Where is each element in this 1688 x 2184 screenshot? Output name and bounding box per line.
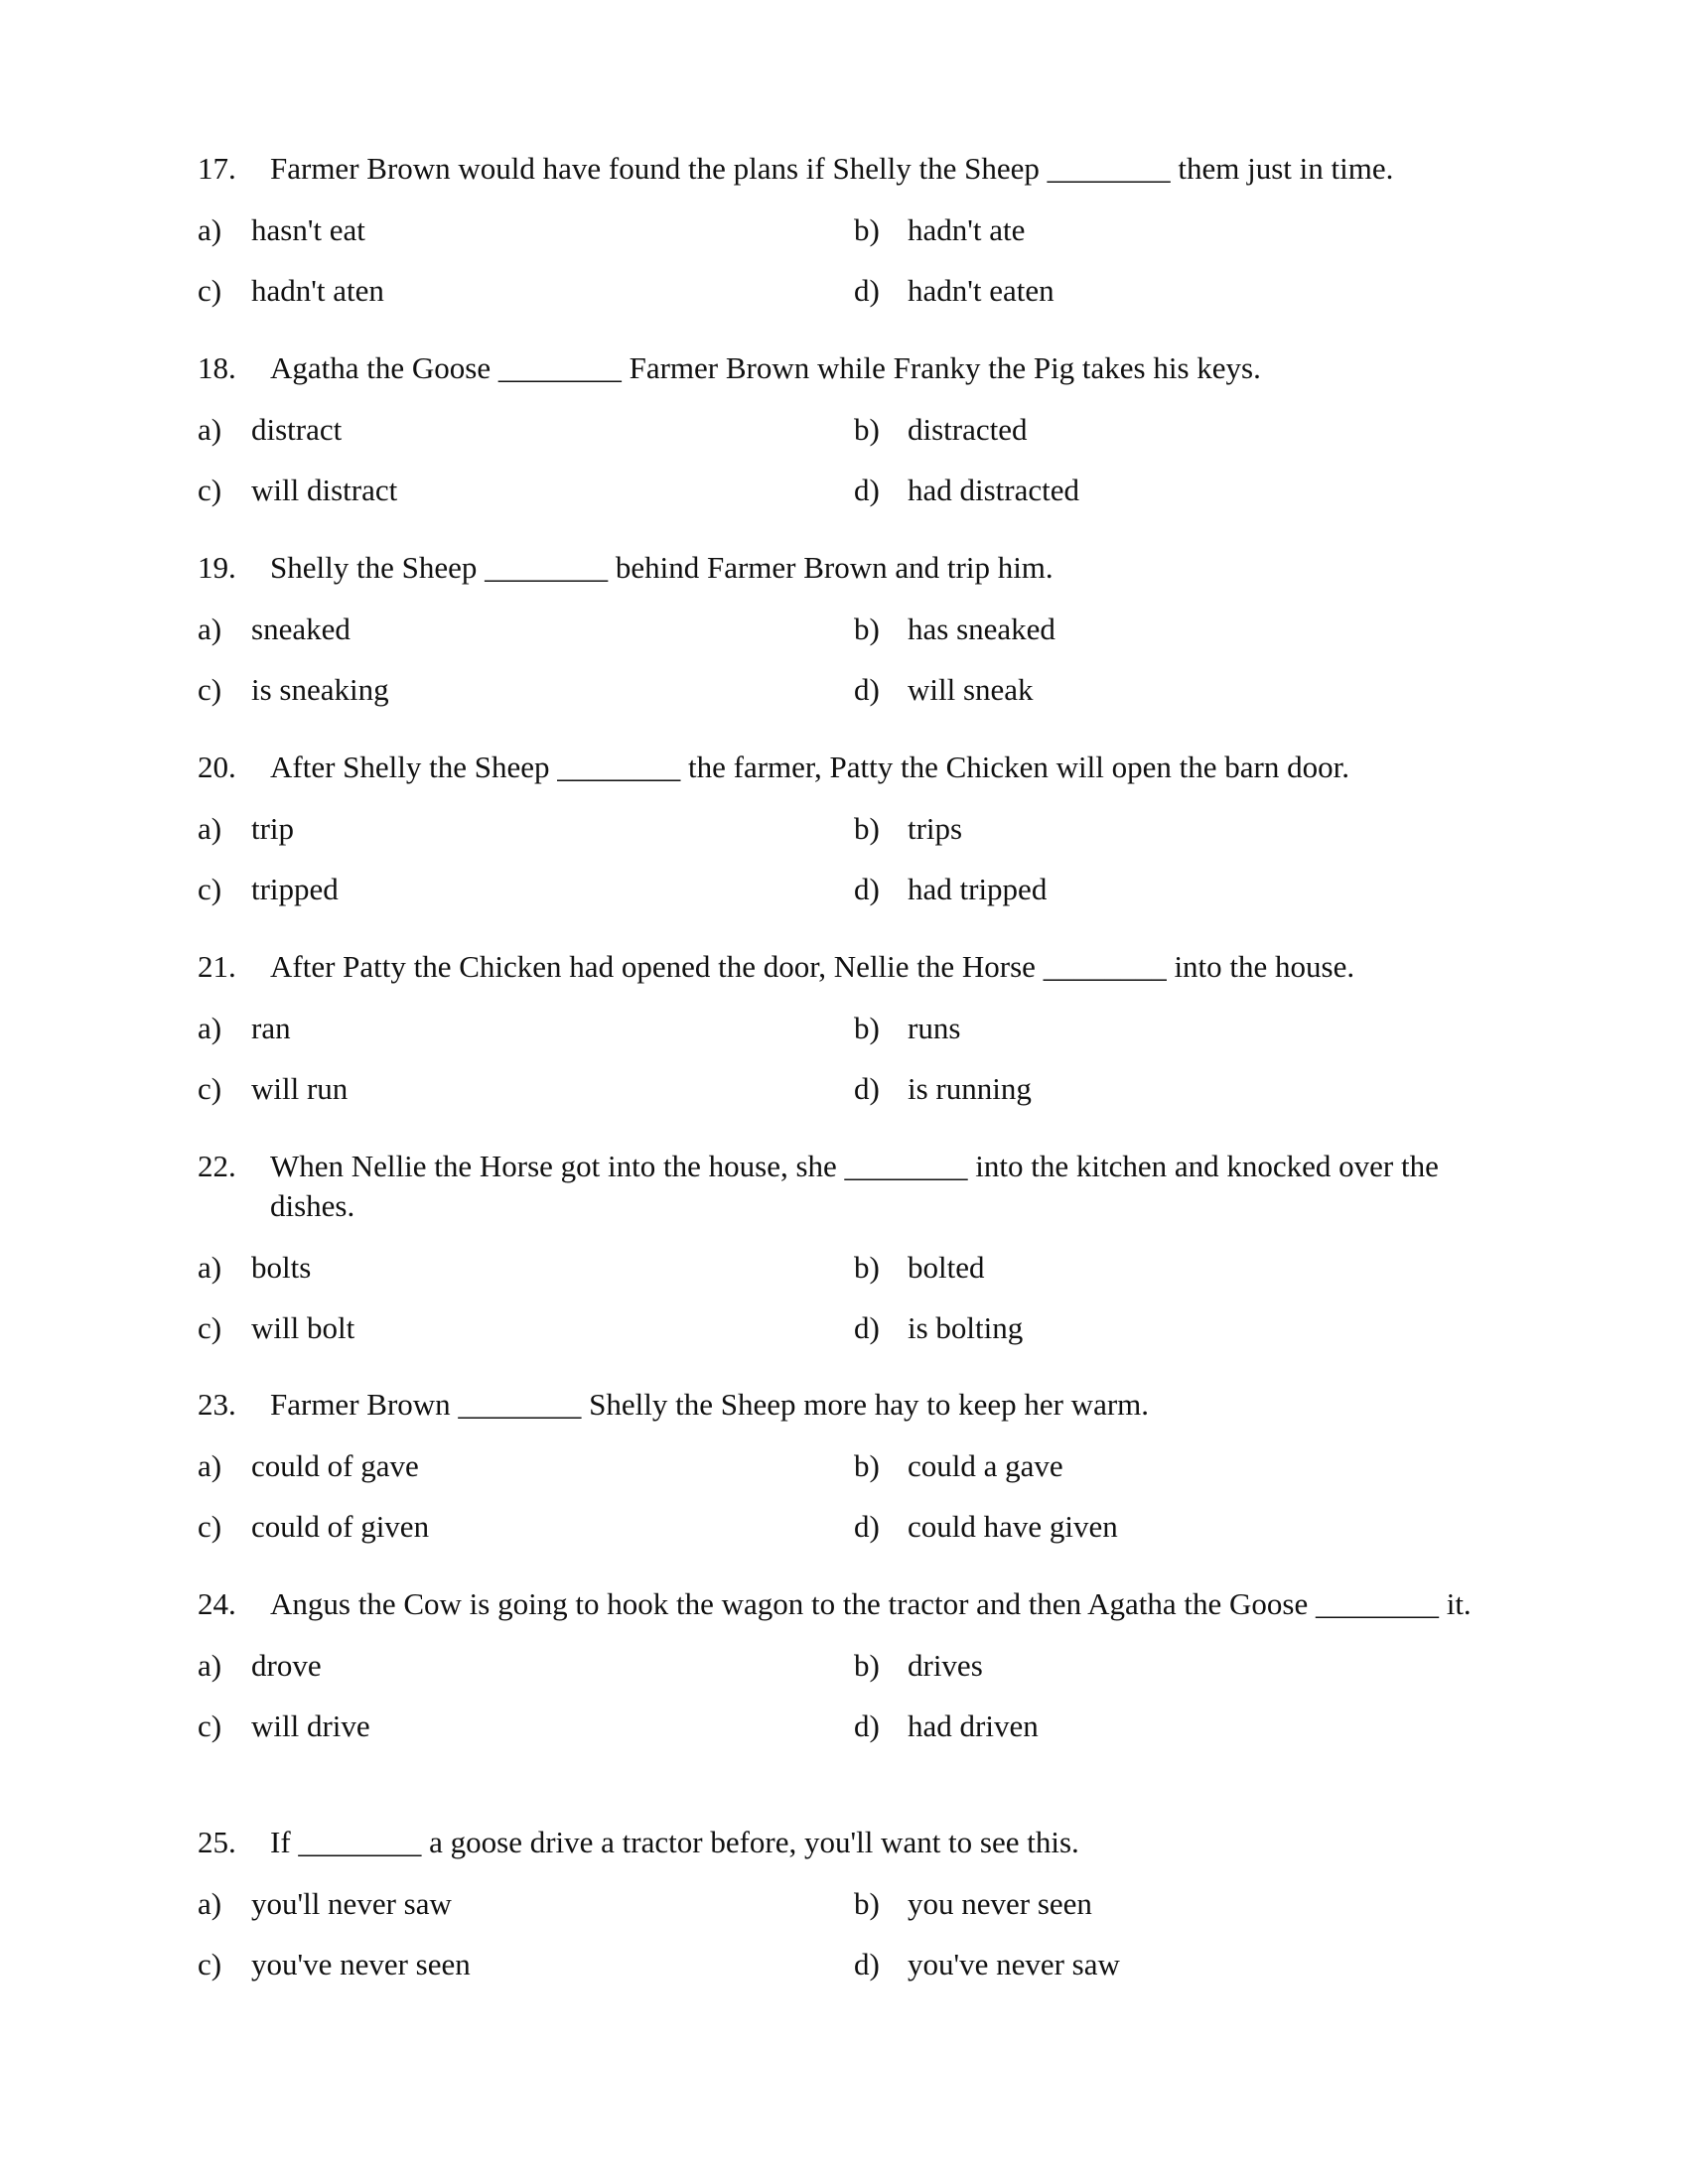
option-letter: d) xyxy=(854,1708,880,1743)
question-text: After Patty the Chicken had opened the door, Nellie the Horse ________ into the house. xyxy=(270,949,1355,984)
option-text: hasn't eat xyxy=(251,212,365,247)
option-letter: a) xyxy=(198,212,222,247)
option-letter: a) xyxy=(198,1886,222,1921)
question-19 xyxy=(198,548,1508,731)
question-number: 19. xyxy=(198,550,236,585)
option-letter: c) xyxy=(198,1708,222,1743)
option-letter: a) xyxy=(198,1011,222,1045)
option-text: has sneaked xyxy=(908,612,1055,646)
option-letter: d) xyxy=(854,672,880,707)
question-stem xyxy=(198,748,1508,787)
option-text: distracted xyxy=(908,412,1028,447)
option-text: hadn't eaten xyxy=(908,273,1055,308)
option-text: had distracted xyxy=(908,473,1080,507)
question-stem xyxy=(198,348,1508,388)
option-text: tripped xyxy=(251,872,339,906)
option-letter: b) xyxy=(854,1250,880,1285)
option-text: drives xyxy=(908,1648,983,1683)
answer-options xyxy=(198,809,1508,930)
option-letter: c) xyxy=(198,473,222,507)
answer-options xyxy=(198,1884,1508,2005)
question-17 xyxy=(198,149,1508,332)
question-stem xyxy=(198,947,1508,987)
option-text: ran xyxy=(251,1011,291,1045)
question-number: 22. xyxy=(198,1149,236,1183)
option-text: bolted xyxy=(908,1250,985,1285)
option-text: drove xyxy=(251,1648,322,1683)
option-text: trips xyxy=(908,811,963,846)
question-number: 25. xyxy=(198,1825,236,1859)
question-25 xyxy=(198,1823,1508,2005)
option-letter: d) xyxy=(854,1310,880,1345)
option-text: runs xyxy=(908,1011,961,1045)
option-letter: b) xyxy=(854,1648,880,1683)
question-text: After Shelly the Sheep ________ the farmer, Patty the Chicken will open the barn door. xyxy=(270,750,1349,784)
option-letter: b) xyxy=(854,612,880,646)
option-letter: a) xyxy=(198,612,222,646)
option-letter: d) xyxy=(854,872,880,906)
option-letter: c) xyxy=(198,273,222,308)
option-letter: d) xyxy=(854,1071,880,1106)
question-22 xyxy=(198,1147,1508,1369)
option-letter: d) xyxy=(854,273,880,308)
option-text: will run xyxy=(251,1071,349,1106)
option-letter: b) xyxy=(854,1886,880,1921)
option-letter: b) xyxy=(854,212,880,247)
option-text: distract xyxy=(251,412,343,447)
option-text: trip xyxy=(251,811,295,846)
option-letter: a) xyxy=(198,811,222,846)
question-20 xyxy=(198,748,1508,930)
option-text: could have given xyxy=(908,1509,1118,1544)
option-text: will bolt xyxy=(251,1310,355,1345)
question-text: Angus the Cow is going to hook the wagon to the tractor and then Agatha the Goose ________ it. xyxy=(270,1586,1472,1621)
question-text: Farmer Brown would have found the plans if Shelly the Sheep ________ them just in time. xyxy=(270,151,1394,186)
question-text: When Nellie the Horse got into the house, she ________ into the kitchen and knocked over the dishes. xyxy=(270,1149,1439,1223)
option-text: you'll never saw xyxy=(251,1886,452,1921)
question-23 xyxy=(198,1385,1508,1568)
question-18 xyxy=(198,348,1508,531)
question-text: Farmer Brown ________ Shelly the Sheep more hay to keep her warm. xyxy=(270,1387,1150,1422)
answer-options xyxy=(198,1009,1508,1130)
option-letter: c) xyxy=(198,672,222,707)
option-text: hadn't ate xyxy=(908,212,1026,247)
question-stem xyxy=(198,548,1508,588)
question-number: 18. xyxy=(198,350,236,385)
option-text: had tripped xyxy=(908,872,1048,906)
option-text: you've never saw xyxy=(908,1947,1120,1981)
option-letter: c) xyxy=(198,1947,222,1981)
option-letter: c) xyxy=(198,872,222,906)
option-letter: c) xyxy=(198,1071,222,1106)
question-number: 23. xyxy=(198,1387,236,1422)
question-number: 21. xyxy=(198,949,236,984)
option-text: is sneaking xyxy=(251,672,389,707)
answer-options xyxy=(198,1248,1508,1369)
option-text: could a gave xyxy=(908,1448,1063,1483)
option-letter: d) xyxy=(854,473,880,507)
question-stem xyxy=(198,1823,1508,1862)
option-letter: a) xyxy=(198,1250,222,1285)
option-letter: a) xyxy=(198,1448,222,1483)
option-text: is running xyxy=(908,1071,1032,1106)
question-number: 24. xyxy=(198,1586,236,1621)
option-letter: b) xyxy=(854,1011,880,1045)
option-text: had driven xyxy=(908,1708,1039,1743)
option-letter: d) xyxy=(854,1947,880,1981)
option-letter: d) xyxy=(854,1509,880,1544)
question-text: If ________ a goose drive a tractor before, you'll want to see this. xyxy=(270,1825,1079,1859)
question-stem xyxy=(198,149,1508,189)
question-stem xyxy=(198,1147,1508,1226)
option-text: will drive xyxy=(251,1708,370,1743)
question-stem xyxy=(198,1584,1508,1624)
option-letter: b) xyxy=(854,811,880,846)
option-text: could of given xyxy=(251,1509,430,1544)
question-stem xyxy=(198,1385,1508,1425)
question-text: Agatha the Goose ________ Farmer Brown while Franky the Pig takes his keys. xyxy=(270,350,1261,385)
option-text: bolts xyxy=(251,1250,312,1285)
question-number: 20. xyxy=(198,750,236,784)
question-number: 17. xyxy=(198,151,236,186)
option-letter: b) xyxy=(854,412,880,447)
question-text: Shelly the Sheep ________ behind Farmer Brown and trip him. xyxy=(270,550,1054,585)
answer-options xyxy=(198,210,1508,332)
option-letter: a) xyxy=(198,412,222,447)
option-text: hadn't aten xyxy=(251,273,384,308)
option-text: will sneak xyxy=(908,672,1034,707)
option-letter: a) xyxy=(198,1648,222,1683)
option-letter: b) xyxy=(854,1448,880,1483)
option-text: you never seen xyxy=(908,1886,1092,1921)
option-text: sneaked xyxy=(251,612,351,646)
option-letter: c) xyxy=(198,1509,222,1544)
question-21 xyxy=(198,947,1508,1130)
answer-options xyxy=(198,610,1508,731)
answer-options xyxy=(198,410,1508,531)
option-text: could of gave xyxy=(251,1448,419,1483)
option-text: is bolting xyxy=(908,1310,1024,1345)
option-text: you've never seen xyxy=(251,1947,471,1981)
answer-options xyxy=(198,1446,1508,1568)
answer-options xyxy=(198,1646,1508,1767)
option-text: will distract xyxy=(251,473,398,507)
option-letter: c) xyxy=(198,1310,222,1345)
question-24 xyxy=(198,1584,1508,1767)
